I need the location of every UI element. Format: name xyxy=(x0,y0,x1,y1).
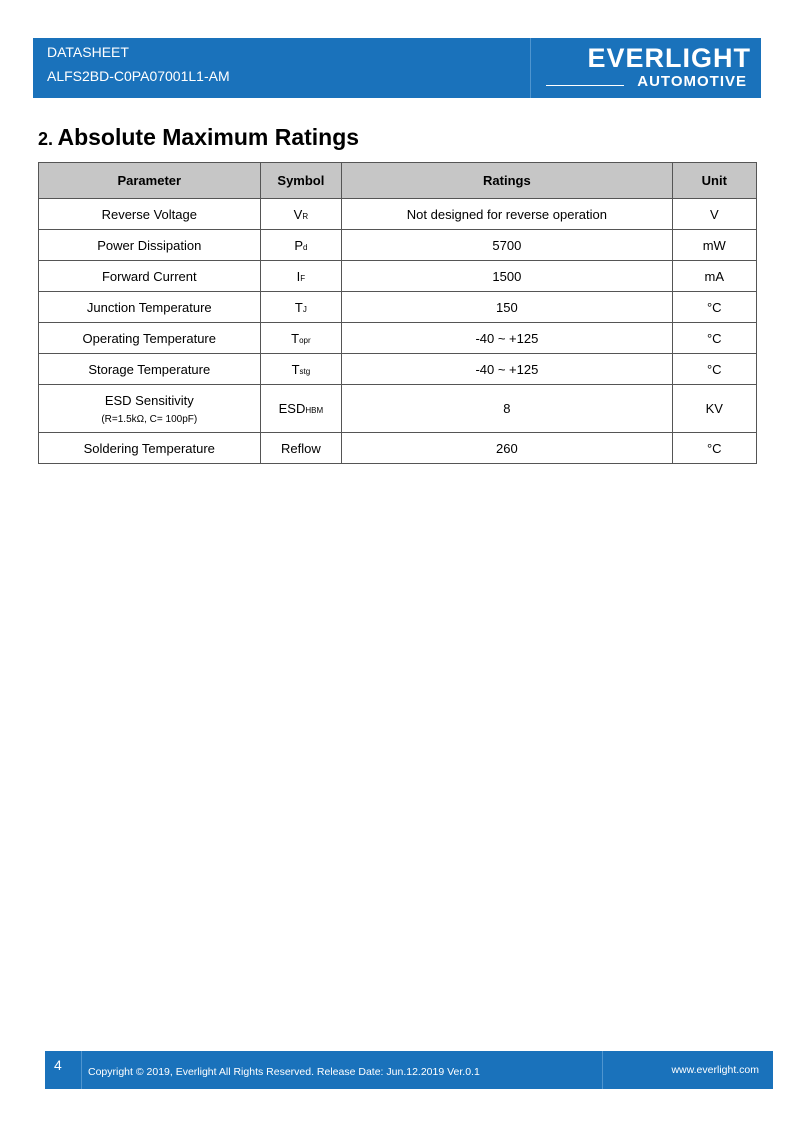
symbol-main: V xyxy=(293,206,303,222)
symbol-main: P xyxy=(294,237,303,253)
document-type: DATASHEET xyxy=(47,44,129,60)
symbol-cell xyxy=(260,323,342,354)
symbol-subscript: J xyxy=(302,304,307,314)
parameter-cell: Storage Temperature xyxy=(39,354,261,385)
symbol-main: T xyxy=(294,299,303,315)
symbol-main: ESD xyxy=(278,401,306,416)
symbol-main: T xyxy=(291,361,300,377)
table-row xyxy=(39,292,757,323)
table-row xyxy=(39,354,757,385)
symbol-main: Reflow xyxy=(281,440,321,456)
header-divider xyxy=(530,38,531,98)
section-title xyxy=(38,124,359,151)
table-row xyxy=(39,261,757,292)
symbol-subscript: d xyxy=(303,242,308,252)
column-header-unit: Unit xyxy=(672,163,756,199)
symbol-subscript: opr xyxy=(299,335,311,345)
parameter-cell: Forward Current xyxy=(39,261,261,292)
rating-cell: 150 xyxy=(342,292,672,323)
unit-cell: °C xyxy=(672,354,756,385)
website-link[interactable]: www.everlight.com xyxy=(671,1064,759,1076)
page-footer xyxy=(45,1051,773,1089)
table-row xyxy=(39,323,757,354)
column-header-symbol: Symbol xyxy=(260,163,342,199)
copyright-text: Copyright © 2019, Everlight All Rights Reserved. Release Date: Jun.12.2019 Ver.0.1 xyxy=(88,1066,480,1078)
rating-cell: 8 xyxy=(342,385,672,433)
symbol-cell xyxy=(260,354,342,385)
table-row xyxy=(39,433,757,464)
symbol-cell xyxy=(260,385,342,433)
unit-cell: V xyxy=(672,199,756,230)
symbol-subscript: stg xyxy=(299,366,311,376)
column-header-ratings: Ratings xyxy=(342,163,672,199)
parameter-cell: Operating Temperature xyxy=(39,323,261,354)
rating-cell: 5700 xyxy=(342,230,672,261)
logo-brand: EVERLIGHT xyxy=(587,43,751,73)
rating-cell: -40 ~ +125 xyxy=(342,354,672,385)
logo-sub: AUTOMOTIVE xyxy=(637,73,747,90)
footer-divider xyxy=(602,1051,603,1089)
rating-cell: Not designed for reverse operation xyxy=(342,199,672,230)
rating-cell: 260 xyxy=(342,433,672,464)
unit-cell: mW xyxy=(672,230,756,261)
table-row xyxy=(39,385,757,433)
unit-cell: °C xyxy=(672,433,756,464)
symbol-cell xyxy=(260,292,342,323)
ratings-table xyxy=(38,162,757,464)
symbol-cell xyxy=(260,199,342,230)
symbol-main: T xyxy=(291,330,300,346)
section-number: 2. xyxy=(38,129,54,149)
parameter-label: ESD Sensitivity xyxy=(104,392,194,408)
page-header xyxy=(33,38,761,98)
parameter-cell: Power Dissipation xyxy=(39,230,261,261)
parameter-cell: Reverse Voltage xyxy=(39,199,261,230)
parameter-cell: Junction Temperature xyxy=(39,292,261,323)
unit-cell: KV xyxy=(672,385,756,433)
column-header-parameter: Parameter xyxy=(39,163,261,199)
symbol-main: I xyxy=(296,268,301,284)
page-number: 4 xyxy=(54,1057,62,1073)
unit-cell: mA xyxy=(672,261,756,292)
parameter-cell: Soldering Temperature xyxy=(39,433,261,464)
parameter-cell xyxy=(39,385,261,433)
rating-cell: -40 ~ +125 xyxy=(342,323,672,354)
table-row xyxy=(39,230,757,261)
section-heading: Absolute Maximum Ratings xyxy=(57,124,360,150)
footer-divider xyxy=(81,1051,82,1089)
symbol-cell xyxy=(260,433,342,464)
symbol-cell xyxy=(260,230,342,261)
logo-rule xyxy=(546,85,624,86)
table-row xyxy=(39,199,757,230)
everlight-logo xyxy=(546,42,751,94)
unit-cell: °C xyxy=(672,323,756,354)
unit-cell: °C xyxy=(672,292,756,323)
table-header-row xyxy=(39,163,757,199)
parameter-note: (R=1.5kΩ, C= 100pF) xyxy=(101,413,198,425)
symbol-subscript: R xyxy=(302,211,309,221)
symbol-subscript: HBM xyxy=(305,406,324,415)
rating-cell: 1500 xyxy=(342,261,672,292)
symbol-subscript: F xyxy=(300,273,306,283)
part-number: ALFS2BD-C0PA07001L1-AM xyxy=(47,68,230,84)
symbol-cell xyxy=(260,261,342,292)
